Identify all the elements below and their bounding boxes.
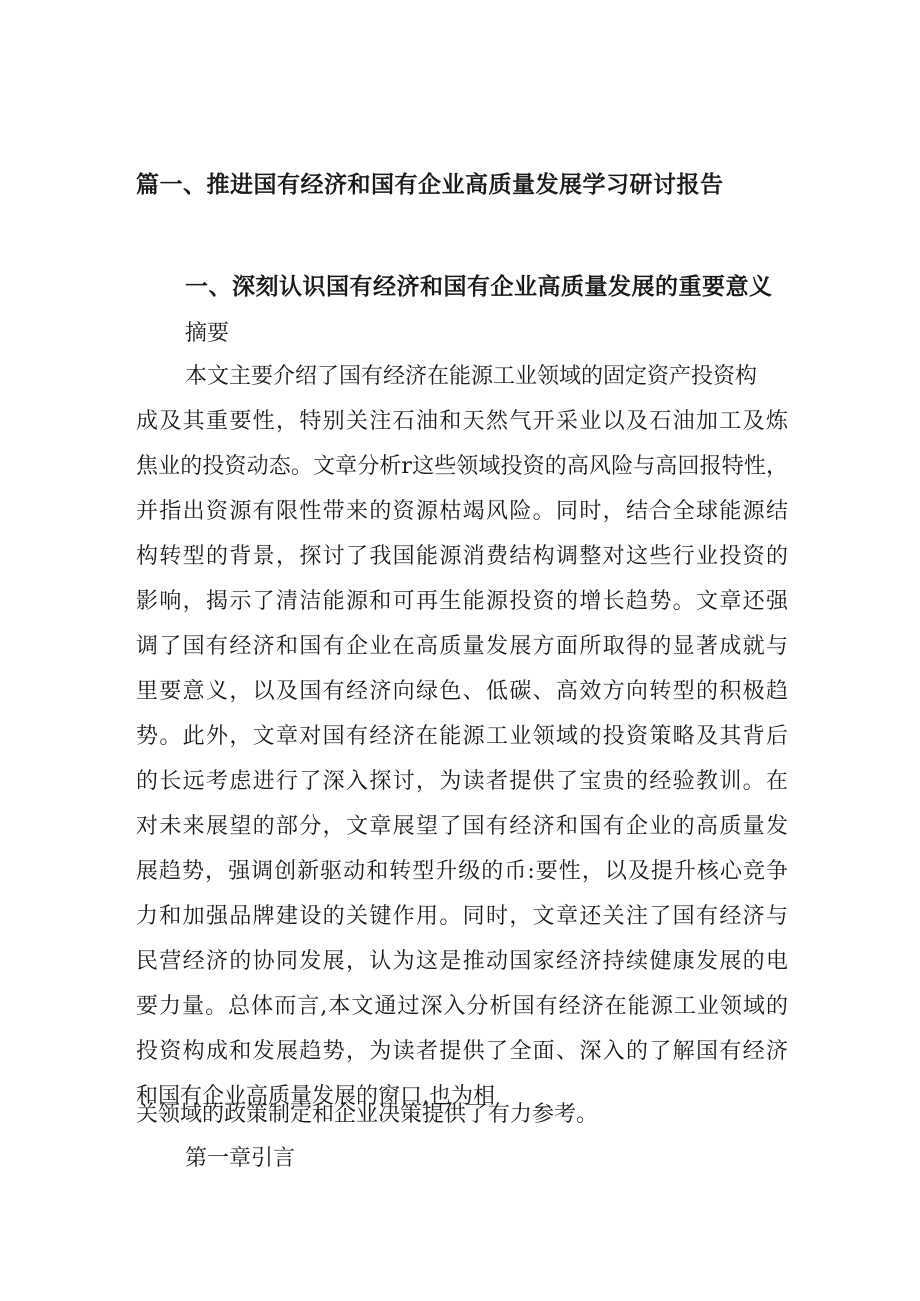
abstract-line: 构转型的背景，探讨了我国能源消费结构调整对这些行业投资的 xyxy=(136,544,788,569)
abstract-line: 焦业的投资动态。文章分析r这些领域投资的高风险与高回报特性， xyxy=(136,454,788,479)
abstract-line: 要力量。总体而言,本文通过深入分析国有经济在能源工业领域的 xyxy=(136,994,788,1019)
abstract-line: 民营经济的协同发展，认为这是推动国家经济持续健康发展的电 xyxy=(136,949,788,974)
abstract-line: 关领域的政策制定和企业决策提供了有力参考。 xyxy=(136,1102,599,1127)
abstract-line: 本文主要介绍了国有经济在能源工业领域的固定资产投资构 xyxy=(185,364,758,389)
abstract-line: 展趋势，强调创新驱动和转型升级的币:要性，以及提升核心竞争 xyxy=(136,859,788,884)
abstract-line: 和国有企业高质量发展的窗口,也为相 xyxy=(136,1084,495,1109)
abstract-line: 力和加强品牌建设的关键作用。同时，文章还关注了国有经济与 xyxy=(136,904,788,929)
abstract-label: 摘要 xyxy=(185,321,230,346)
chapter-heading: 第一章引言 xyxy=(185,1146,296,1171)
abstract-line: 成及其重要性，特别关注石油和天然气开采业以及石油加工及炼 xyxy=(136,409,788,434)
abstract-line: 里要意义，以及国有经济向绿色、低碳、高效方向转型的积极趋 xyxy=(136,679,788,704)
abstract-line: 的长远考虑进行了深入探讨，为读者提供了宝贵的经验教训。在 xyxy=(136,769,788,794)
document-title: 篇一、推进国有经济和国有企业高质量发展学习研讨报告 xyxy=(136,172,724,198)
abstract-line: 势。此外，文章对国有经济在能源工业领域的投资策略及其背后 xyxy=(136,724,788,749)
abstract-line: 投资构成和发展趋势，为读者提供了全面、深入的了解国有经济 xyxy=(136,1039,788,1064)
abstract-line: 并指出资源有限性带来的资源枯竭风险。同时，结合全球能源结 xyxy=(136,499,788,524)
section-heading: 一、深刻认识国有经济和国有企业高质量发展的重要意义 xyxy=(185,274,773,300)
abstract-line: 影响，揭示了清洁能源和可再生能源投资的增长趋势。文章还强 xyxy=(136,589,788,614)
abstract-line: 调了国有经济和国有企业在高质量发展方面所取得的显著成就与 xyxy=(136,634,788,659)
abstract-line: 对未来展望的部分，文章展望了国有经济和国有企业的高质量发 xyxy=(136,814,788,839)
